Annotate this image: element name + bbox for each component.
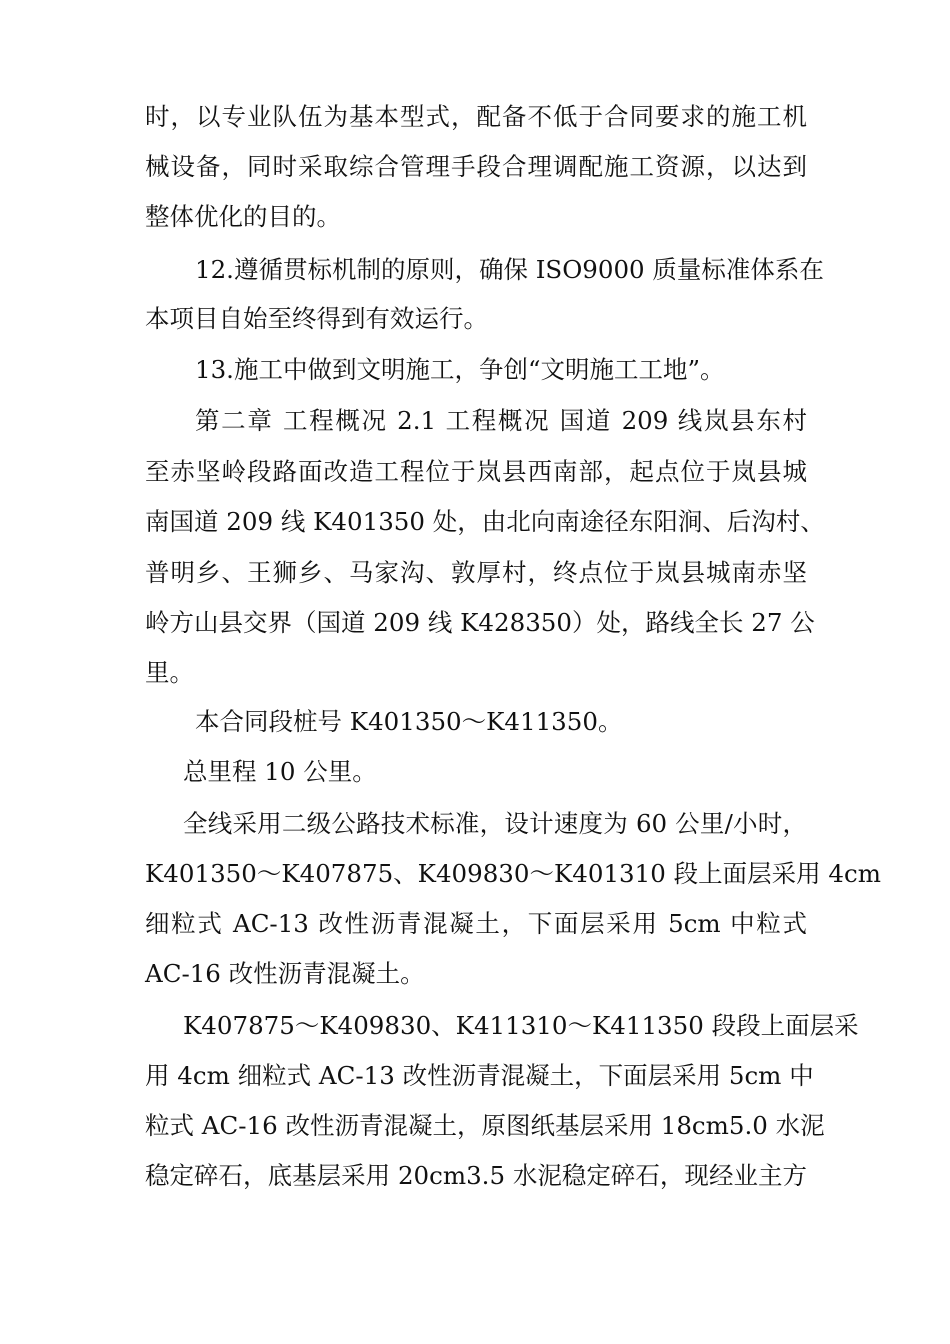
text-line: 械设备，同时采取综合管理手段合理调配施工资源，以达到 <box>145 152 807 181</box>
text-line: 岭方山县交界（国道 209 线 K428350）处，路线全长 27 公 <box>145 608 815 637</box>
text-line: 细粒式 AC-13 改性沥青混凝土，下面层采用 5cm 中粒式 <box>145 909 807 938</box>
text-line: 总里程 10 公里。 <box>183 757 377 786</box>
text-line: 至赤坚岭段路面改造工程位于岚县西南部，起点位于岚县城 <box>145 457 807 486</box>
text-line: 12.遵循贯标机制的原则，确保 ISO9000 质量标准体系在 <box>195 255 824 284</box>
text-line: K401350～K407875、K409830～K401310 段上面层采用 4cm <box>145 859 881 888</box>
text-line: 里。 <box>145 658 194 687</box>
text-line: K407875～K409830、K411310～K411350 段段上面层采 <box>183 1011 859 1040</box>
text-line: 整体优化的目的。 <box>145 202 341 231</box>
text-line: 时，以专业队伍为基本型式，配备不低于合同要求的施工机 <box>145 102 807 131</box>
text-line: 全线采用二级公路技术标准，设计速度为 60 公里/小时， <box>183 809 807 838</box>
text-line: AC-16 改性沥青混凝土。 <box>145 959 425 988</box>
text-line: 用 4cm 细粒式 AC-13 改性沥青混凝土，下面层采用 5cm 中 <box>145 1061 814 1090</box>
text-line: 粒式 AC-16 改性沥青混凝土，原图纸基层采用 18cm5.0 水泥 <box>145 1111 825 1140</box>
text-line: 13.施工中做到文明施工，争创“文明施工工地”。 <box>195 355 725 384</box>
text-line: 本项目自始至终得到有效运行。 <box>145 304 488 333</box>
text-line: 普明乡、王狮乡、马家沟、敦厚村，终点位于岚县城南赤坚 <box>145 558 807 587</box>
text-line: 南国道 209 线 K401350 处，由北向南途径东阳涧、后沟村、 <box>145 507 825 536</box>
text-line: 本合同段桩号 K401350～K411350。 <box>195 707 623 736</box>
text-line: 稳定碎石，底基层采用 20cm3.5 水泥稳定碎石，现经业主方 <box>145 1161 807 1190</box>
section-heading-line: 第二章 工程概况 2.1 工程概况 国道 209 线岚县东村 <box>195 406 807 435</box>
